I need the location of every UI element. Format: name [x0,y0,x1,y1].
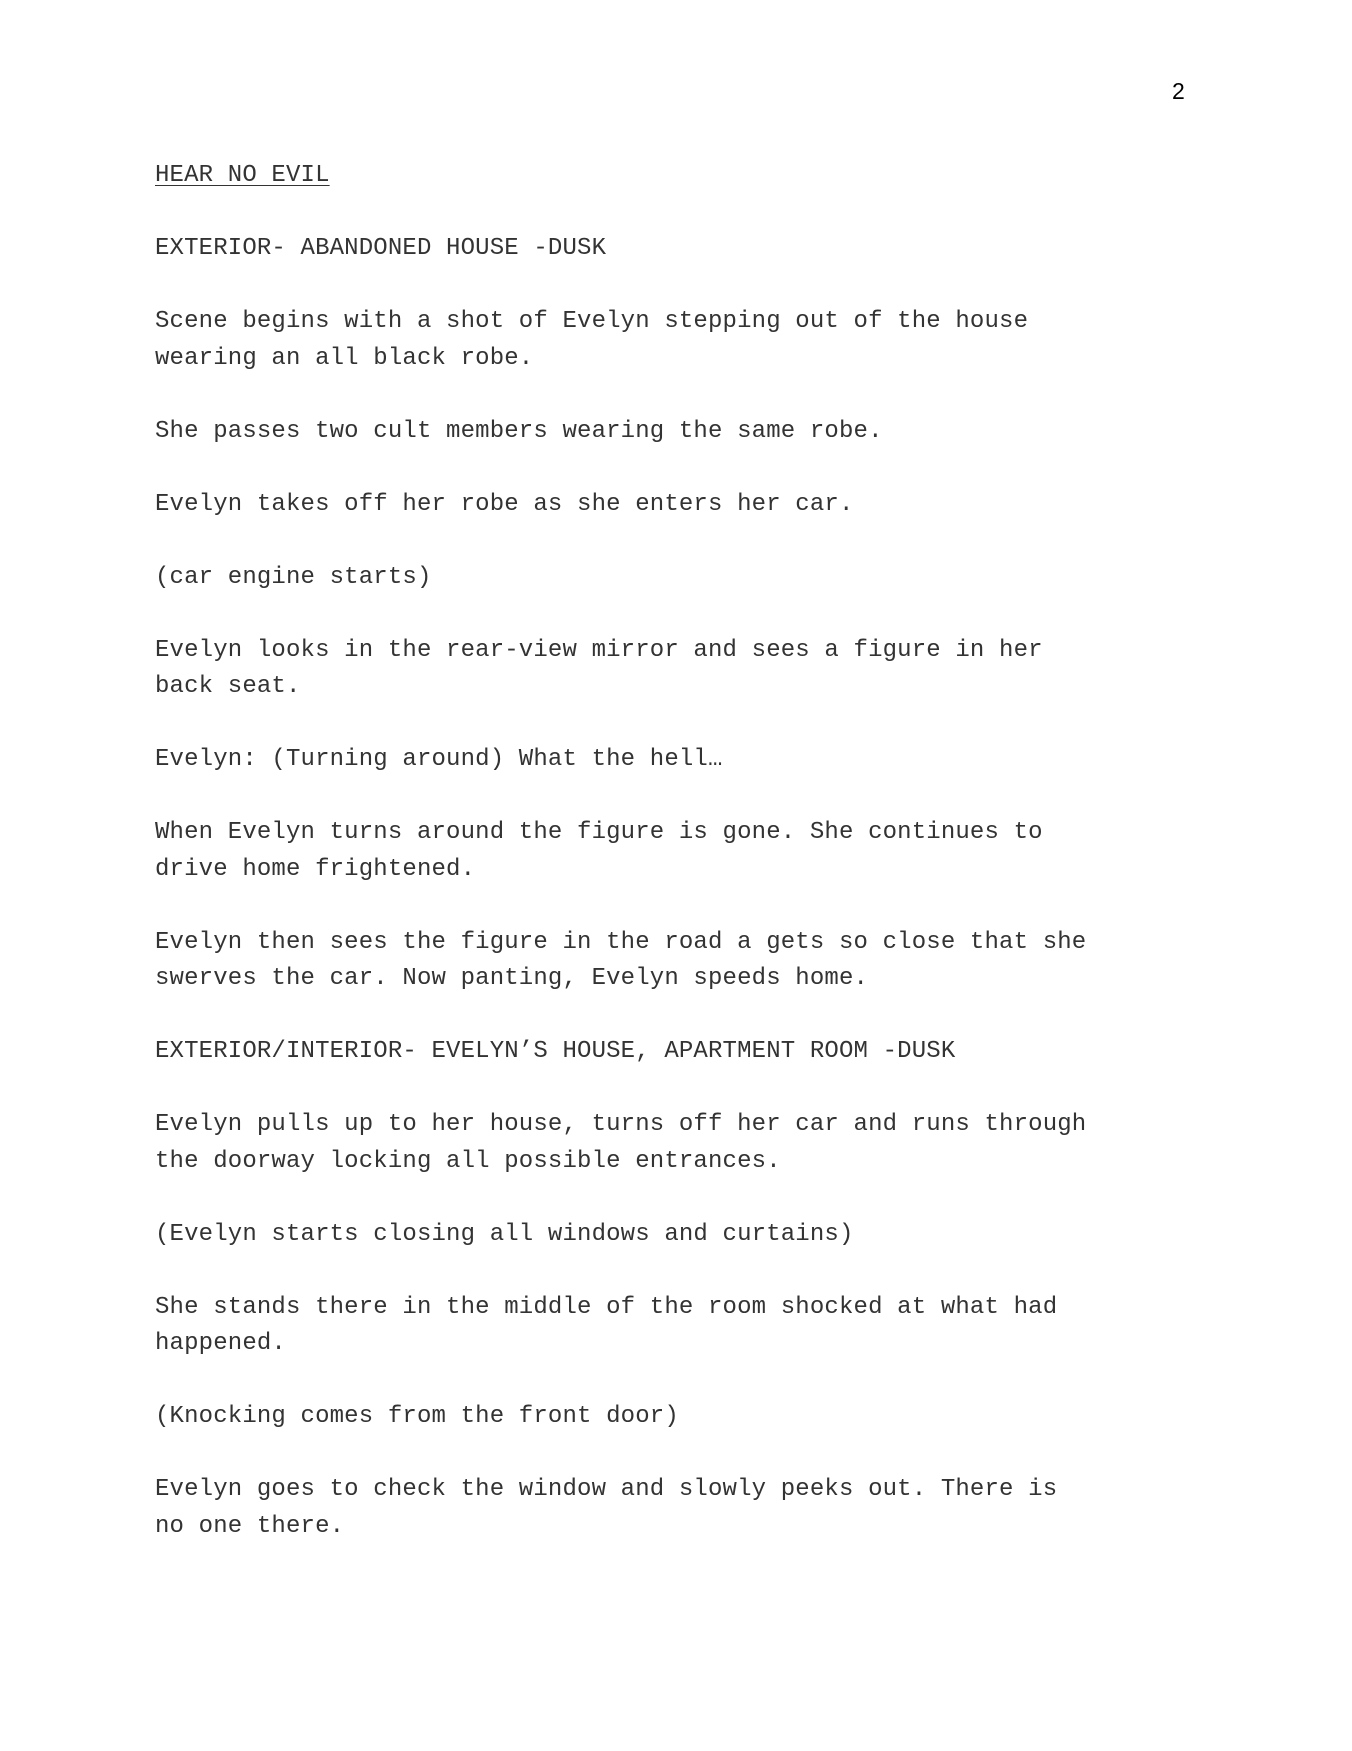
parenthetical: (Knocking comes from the front door) [155,1403,679,1430]
dialogue-line: Evelyn: (Turning around) What the hell… [155,746,723,773]
script-title: HEAR NO EVIL [155,162,330,189]
action-line: Scene begins with a shot of Evelyn stepping out of the house wearing an all black robe. [155,308,1029,372]
action-line: Evelyn looks in the rear-view mirror and sees a figure in her back seat. [155,636,1043,700]
script-body [155,158,1215,1582]
scene-heading: EXTERIOR/INTERIOR- EVELYN’S HOUSE, APARTMENT ROOM -DUSK [155,1038,956,1065]
action-line: Evelyn then sees the figure in the road a gets so close that she swerves the car. Now panting, Evelyn speeds home. [155,928,1087,992]
page-number: 2 [1172,78,1185,104]
scene-heading: EXTERIOR- ABANDONED HOUSE -DUSK [155,235,607,262]
action-line: Evelyn pulls up to her house, turns off her car and runs through the doorway locking all possible entrances. [155,1111,1087,1175]
action-line: She passes two cult members wearing the same robe. [155,417,883,445]
action-line: Evelyn goes to check the window and slowly peeks out. There is no one there. [155,1476,1058,1540]
parenthetical: (car engine starts) [155,563,432,591]
action-line: Evelyn takes off her robe as she enters her car. [155,490,854,518]
parenthetical: (Evelyn starts closing all windows and curtains) [155,1220,854,1248]
action-line: She stands there in the middle of the room shocked at what had happened. [155,1293,1058,1357]
action-line: When Evelyn turns around the figure is gone. She continues to drive home frightened. [155,819,1043,883]
